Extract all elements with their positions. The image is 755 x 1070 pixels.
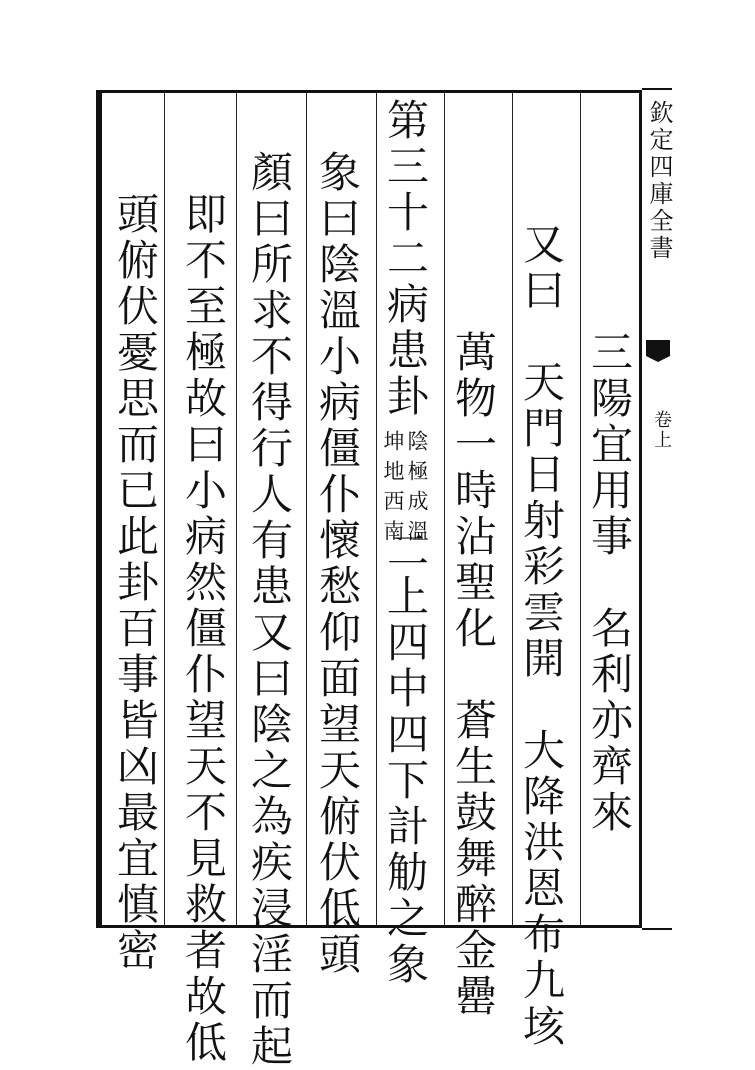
text-column-1: 三陽宜用事 名利亦齊來 bbox=[585, 330, 634, 836]
fishtail-mark bbox=[646, 340, 670, 356]
column-rule bbox=[512, 92, 513, 926]
juan-label: 卷上 bbox=[651, 410, 672, 450]
column-rule bbox=[306, 92, 307, 926]
text-column-6: 顏曰所求不得行人有患又曰陰之為疾浸淫而起 bbox=[245, 150, 294, 1070]
text-column-8: 頭俯伏憂思而已此卦百事皆凶最宜慎密 bbox=[111, 192, 160, 974]
margin-book-title: 欽定四庫全書 bbox=[645, 100, 673, 262]
text-column-2: 又曰 天門日射彩雲開 大降洪恩布九垓 bbox=[517, 222, 566, 1050]
text-column-4-note-left: 坤地西南 bbox=[381, 430, 405, 550]
column-rule bbox=[444, 92, 445, 926]
text-column-4-head: 第三十二病患卦 bbox=[381, 98, 430, 420]
text-column-3: 萬物一時沾聖化 蒼生鼓舞醉金罍 bbox=[449, 330, 498, 1020]
column-rule bbox=[376, 92, 377, 926]
column-rule bbox=[580, 92, 581, 926]
text-column-5: 象曰陰溫小病僵仆懷愁仰面望天俯伏低頭 bbox=[313, 150, 362, 978]
text-column-7: 即不至極故曰小病然僵仆望天不見救者故低 bbox=[179, 192, 228, 1066]
text-column-4-note-right: 陰極成溫 bbox=[405, 430, 429, 550]
text-column-4-tail: 二上四中四下計觔之象 bbox=[381, 528, 430, 988]
column-rule bbox=[236, 92, 237, 926]
column-rule bbox=[164, 92, 165, 926]
